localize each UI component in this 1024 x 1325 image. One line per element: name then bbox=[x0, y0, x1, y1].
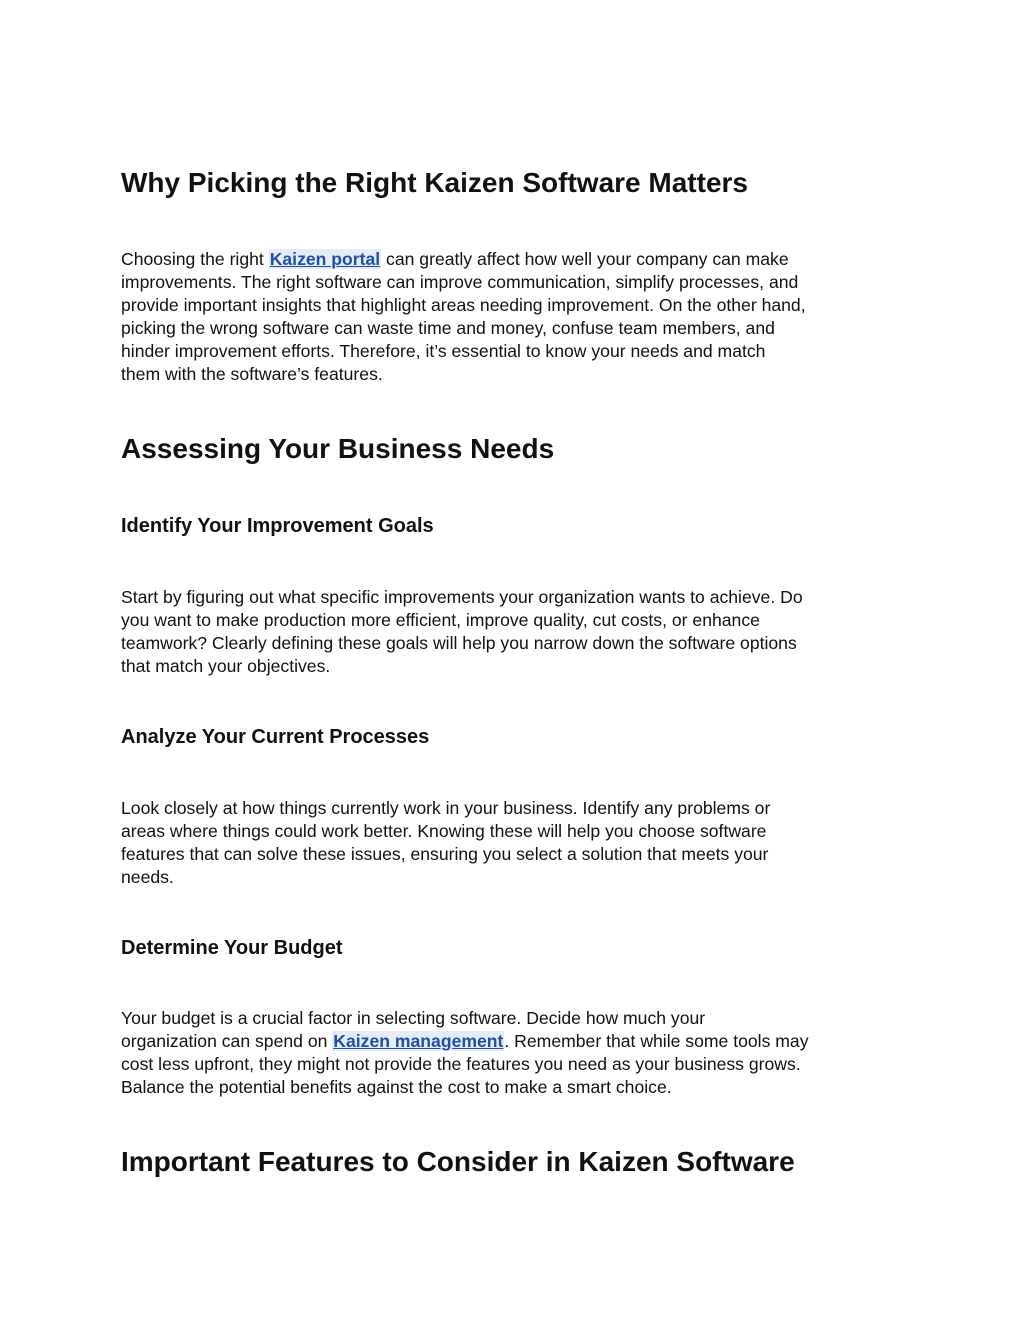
text-line: Balance the potential benefits against the cost to make a smart choice. bbox=[121, 1077, 672, 1097]
paragraph-improvement-goals bbox=[121, 586, 911, 678]
text-line: provide important insights that highlight areas needing improvement. On the other hand, bbox=[121, 295, 806, 315]
kaizen-portal-link[interactable]: Kaizen portal bbox=[269, 249, 381, 269]
heading-why-picking: Why Picking the Right Kaizen Software Matters bbox=[121, 167, 748, 198]
kaizen-management-link[interactable]: Kaizen management bbox=[333, 1031, 504, 1051]
text-line: that match your objectives. bbox=[121, 656, 331, 676]
text-line: them with the software’s features. bbox=[121, 364, 383, 384]
text-line: areas where things could work better. Knowing these will help you choose software bbox=[121, 821, 767, 841]
text-line: improvements. The right software can improve communication, simplify processes, and bbox=[121, 272, 799, 292]
heading-assessing-needs: Assessing Your Business Needs bbox=[121, 433, 555, 464]
heading-current-processes: Analyze Your Current Processes bbox=[121, 726, 430, 748]
heading-improvement-goals: Identify Your Improvement Goals bbox=[121, 515, 434, 537]
text-line: you want to make production more efficient, improve quality, cut costs, or enhance bbox=[121, 610, 760, 630]
paragraph-determine-budget bbox=[121, 1007, 911, 1099]
text-line: Your budget is a crucial factor in selecting software. Decide how much your bbox=[121, 1008, 706, 1028]
text-line: features that can solve these issues, ensuring you select a solution that meets your bbox=[121, 844, 769, 864]
heading-determine-budget: Determine Your Budget bbox=[121, 937, 343, 959]
text-line: needs. bbox=[121, 867, 174, 887]
text-span: Choosing the right bbox=[121, 249, 269, 269]
text-span: . Remember that while some tools may bbox=[504, 1031, 809, 1051]
text-span: can greatly affect how well your company can make bbox=[381, 249, 789, 269]
text-span: organization can spend on bbox=[121, 1031, 333, 1051]
text-line: cost less upfront, they might not provide the features you need as your business grows. bbox=[121, 1054, 801, 1074]
text-line: hinder improvement efforts. Therefore, it’s essential to know your needs and match bbox=[121, 341, 766, 361]
text-line: teamwork? Clearly defining these goals will help you narrow down the software options bbox=[121, 633, 797, 653]
paragraph-why-picking bbox=[121, 248, 911, 386]
text-line bbox=[121, 1030, 911, 1053]
text-line: Start by figuring out what specific improvements your organization wants to achieve. Do bbox=[121, 587, 803, 607]
text-line: Look closely at how things currently work in your business. Identify any problems or bbox=[121, 798, 771, 818]
text-line bbox=[121, 248, 911, 271]
heading-important-features: Important Features to Consider in Kaizen Software bbox=[121, 1146, 795, 1177]
paragraph-current-processes bbox=[121, 797, 911, 889]
text-line: picking the wrong software can waste time and money, confuse team members, and bbox=[121, 318, 775, 338]
